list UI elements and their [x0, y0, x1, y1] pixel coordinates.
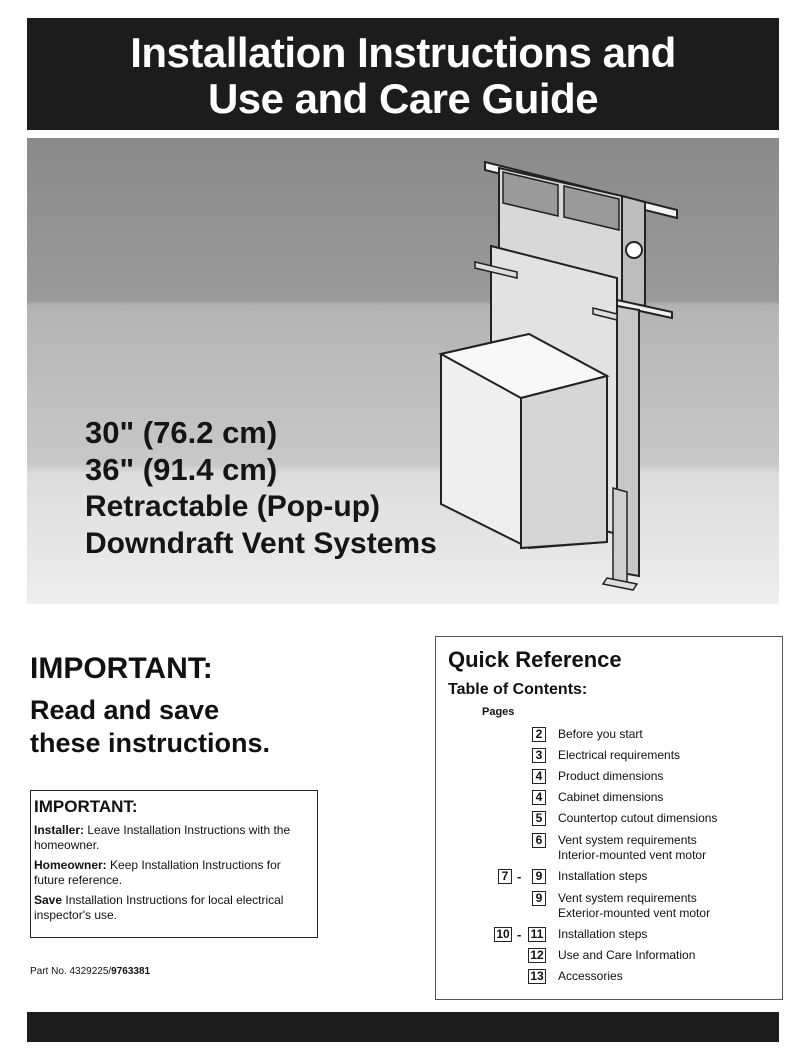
homeowner-note — [34, 858, 314, 888]
toc-item — [436, 969, 784, 987]
toc-item — [436, 769, 784, 787]
toc-label — [558, 748, 680, 763]
toc-item — [436, 748, 784, 766]
toc-item — [436, 869, 784, 887]
toc-label-line-1: Countertop cutout dimensions — [558, 811, 718, 825]
toc-item — [436, 833, 784, 862]
title-line-2: Use and Care Guide — [207, 75, 599, 122]
toc-label — [558, 948, 695, 963]
toc-page-number: 3 — [532, 748, 546, 763]
toc-page-number: 6 — [532, 833, 546, 848]
toc-label-line-1: Before you start — [558, 727, 643, 741]
product-line-2: Downdraft Vent Systems — [85, 527, 437, 560]
pages-label: Pages — [482, 706, 515, 718]
size-36-inch: 36" (91.4 cm) — [85, 452, 278, 487]
toc-page-number: 12 — [528, 948, 546, 963]
title-line-1: Installation Instructions and — [130, 29, 676, 76]
toc-label-line-1: Vent system requirements — [558, 833, 697, 847]
toc-label — [558, 833, 706, 863]
toc-label-line-1: Cabinet dimensions — [558, 790, 664, 804]
toc-label — [558, 891, 710, 921]
read-save-line-2: these instructions. — [30, 728, 271, 758]
save-note — [34, 893, 314, 923]
toc-label-line-1: Vent system requirements — [558, 891, 697, 905]
read-save-line-1: Read and save — [30, 695, 220, 725]
quick-reference-box — [435, 636, 783, 1000]
toc-label — [558, 869, 647, 884]
toc-label — [558, 769, 663, 784]
toc-page-number: 9 — [532, 891, 546, 906]
part-number-prefix: Part No. 4329225/ — [30, 966, 112, 977]
toc-item — [436, 727, 784, 745]
quick-reference-title: Quick Reference — [448, 647, 622, 672]
size-30-inch: 30" (76.2 cm) — [85, 415, 278, 450]
part-number-bold: 9763381 — [111, 966, 151, 977]
homeowner-label: Homeowner: — [34, 858, 107, 872]
toc-page-number: 2 — [532, 727, 546, 742]
toc-page-from: 10 — [494, 927, 512, 942]
toc-title: Table of Contents: — [448, 681, 588, 698]
toc-label-line-1: Installation steps — [558, 869, 648, 883]
toc-label — [558, 727, 643, 742]
toc-label — [558, 790, 663, 805]
important-box — [30, 790, 318, 938]
toc-page-number: 11 — [528, 927, 546, 942]
toc-label-line-2: Exterior-mounted vent motor — [558, 906, 711, 920]
homeowner-text: Keep Installation Instructions for future reference. — [34, 858, 281, 887]
hero-text — [85, 414, 437, 562]
save-label: Save — [34, 893, 63, 907]
installer-note — [34, 823, 314, 853]
toc-item — [436, 790, 784, 808]
product-line-1: Retractable (Pop-up) — [85, 490, 381, 523]
bottom-banner — [27, 1012, 779, 1042]
installer-text: Leave Installation Instructions with the homeowner. — [34, 823, 291, 852]
toc-range-dash: - — [517, 869, 522, 884]
toc-page-number: 9 — [532, 869, 546, 884]
toc-label-line-1: Installation steps — [558, 927, 648, 941]
toc-item — [436, 927, 784, 945]
toc-label — [558, 969, 623, 984]
toc-label — [558, 927, 647, 942]
title-banner — [27, 18, 779, 130]
important-box-title: IMPORTANT: — [34, 797, 138, 816]
toc-label-line-1: Accessories — [558, 969, 623, 983]
toc-label-line-1: Electrical requirements — [558, 748, 681, 762]
save-text: Installation Instructions for local electrical inspector's use. — [34, 893, 284, 922]
toc-page-number: 4 — [532, 769, 546, 784]
installer-label: Installer: — [34, 823, 85, 837]
toc-item — [436, 891, 784, 920]
part-number — [30, 966, 150, 977]
toc-label-line-2: Interior-mounted vent motor — [558, 848, 707, 862]
important-heading: IMPORTANT: — [30, 652, 213, 685]
toc-page-number: 4 — [532, 790, 546, 805]
toc-item — [436, 948, 784, 966]
toc-label-line-1: Use and Care Information — [558, 948, 696, 962]
toc-page-number: 13 — [528, 969, 546, 984]
read-save-notice — [30, 694, 370, 760]
toc-page-number: 5 — [532, 811, 546, 826]
hero-panel — [27, 138, 779, 604]
toc-range-dash: - — [517, 927, 522, 942]
toc-label — [558, 811, 717, 826]
toc-label-line-1: Product dimensions — [558, 769, 664, 783]
toc-item — [436, 811, 784, 829]
toc-page-from: 7 — [498, 869, 512, 884]
